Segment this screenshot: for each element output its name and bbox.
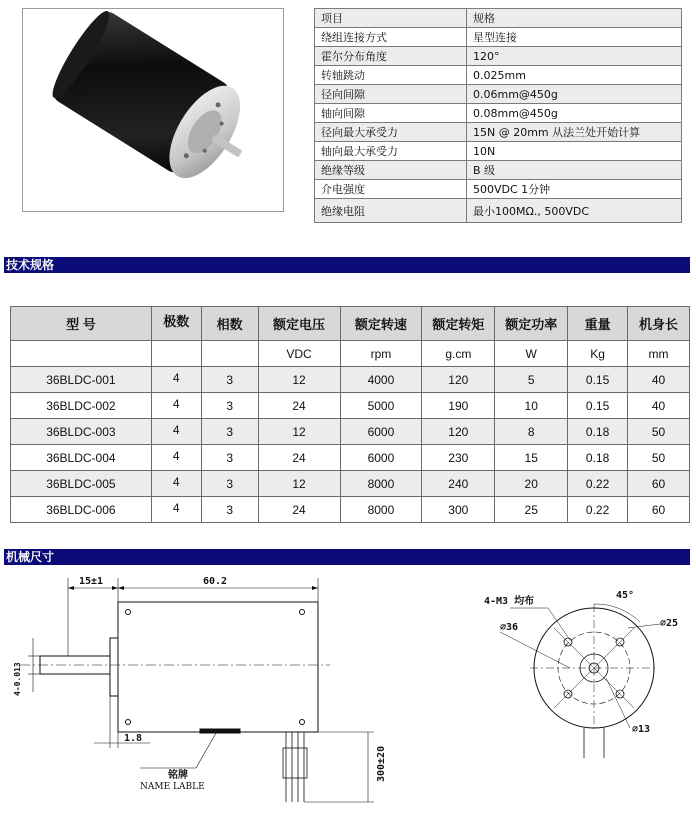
property-key: 转轴跳动 [315, 66, 467, 85]
property-value: 120° [467, 47, 682, 66]
spec-cell-phases: 3 [201, 419, 258, 445]
spec-cell-torque: 240 [422, 471, 495, 497]
spec-cell-phases: 3 [201, 367, 258, 393]
section-bar-mechanical: 机械尺寸 [4, 549, 690, 565]
spec-cell-voltage: 24 [258, 497, 340, 523]
spec-cell-length: 40 [628, 393, 690, 419]
property-key: 轴向最大承受力 [315, 142, 467, 161]
spec-cell-speed: 8000 [340, 497, 422, 523]
spec-unit: VDC [258, 341, 340, 367]
nameplate-label-en: NAME LABLE [140, 782, 205, 792]
spec-cell-speed: 6000 [340, 419, 422, 445]
spec-cell-length: 60 [628, 497, 690, 523]
spec-table [10, 306, 690, 523]
dim-lead-length: 300±20 [376, 745, 387, 782]
spec-cell-model: 36BLDC-004 [11, 445, 152, 471]
spec-unit [201, 341, 258, 367]
property-key: 径向间隙 [315, 85, 467, 104]
spec-cell-poles: 4 [151, 367, 201, 393]
spec-header-torque: 额定转矩 [422, 307, 495, 341]
spec-row [11, 471, 690, 497]
properties-row [315, 66, 682, 85]
property-key: 霍尔分布角度 [315, 47, 467, 66]
spec-cell-model: 36BLDC-003 [11, 419, 152, 445]
spec-cell-torque: 120 [422, 367, 495, 393]
dim-diameter-13: ⌀13 [632, 724, 651, 735]
spec-cell-length: 40 [628, 367, 690, 393]
spec-cell-model: 36BLDC-002 [11, 393, 152, 419]
spec-row [11, 497, 690, 523]
spec-unit: Kg [568, 341, 628, 367]
spec-cell-speed: 8000 [340, 471, 422, 497]
property-key: 轴向间隙 [315, 104, 467, 123]
spec-header-power: 额定功率 [495, 307, 568, 341]
dim-angle: 45° [616, 590, 635, 601]
properties-row [315, 161, 682, 180]
spec-cell-torque: 190 [422, 393, 495, 419]
spec-cell-voltage: 24 [258, 393, 340, 419]
nameplate-label-cn: 铭牌 [168, 770, 188, 781]
spec-header-length: 机身长 [628, 307, 690, 341]
dim-body-length: 60.2 [203, 576, 228, 587]
spec-cell-phases: 3 [201, 445, 258, 471]
spec-header-row [11, 307, 690, 341]
motor-photo [22, 8, 284, 212]
spec-cell-weight: 0.22 [568, 471, 628, 497]
spec-cell-phases: 3 [201, 497, 258, 523]
spec-cell-power: 25 [495, 497, 568, 523]
spec-cell-weight: 0.22 [568, 497, 628, 523]
spec-cell-voltage: 12 [258, 419, 340, 445]
spec-cell-voltage: 12 [258, 471, 340, 497]
spec-cell-power: 5 [495, 367, 568, 393]
spec-cell-weight: 0.15 [568, 393, 628, 419]
spec-cell-voltage: 24 [258, 445, 340, 471]
spec-row [11, 367, 690, 393]
spec-cell-model: 36BLDC-006 [11, 497, 152, 523]
property-value: 15N @ 20mm 从法兰处开始计算 [467, 123, 682, 142]
spec-cell-poles: 4 [151, 471, 201, 497]
spec-cell-speed: 6000 [340, 445, 422, 471]
dim-flange-thickness: 1.8 [124, 733, 143, 744]
spec-cell-poles: 4 [151, 419, 201, 445]
properties-row [315, 123, 682, 142]
spec-cell-power: 15 [495, 445, 568, 471]
spec-cell-length: 50 [628, 419, 690, 445]
properties-row [315, 142, 682, 161]
property-value: 0.06mm@450g [467, 85, 682, 104]
properties-header-row [315, 9, 682, 28]
properties-table [314, 8, 682, 223]
property-value: 10N [467, 142, 682, 161]
spec-header-model: 型 号 [11, 307, 152, 341]
property-key: 介电强度 [315, 180, 467, 199]
properties-row [315, 85, 682, 104]
spec-row [11, 445, 690, 471]
spec-cell-model: 36BLDC-001 [11, 367, 152, 393]
dim-shaft-diameter: 4-0.013 [13, 662, 22, 696]
spec-header-speed: 额定转速 [340, 307, 422, 341]
motor-photo-image [23, 9, 283, 211]
properties-row [315, 199, 682, 223]
spec-units-row [11, 341, 690, 367]
mechanical-drawing [0, 568, 696, 821]
spec-cell-poles: 4 [151, 497, 201, 523]
spec-cell-torque: 120 [422, 419, 495, 445]
spec-cell-phases: 3 [201, 471, 258, 497]
screw-hole-spec: 4-M3 均布 [484, 596, 535, 607]
properties-row [315, 28, 682, 47]
spec-cell-poles: 4 [151, 393, 201, 419]
property-key: 绕组连接方式 [315, 28, 467, 47]
dim-diameter-36: ⌀36 [500, 622, 519, 633]
spec-cell-power: 10 [495, 393, 568, 419]
property-value: B 级 [467, 161, 682, 180]
dim-shaft-length: 15±1 [79, 576, 104, 587]
side-view [20, 578, 374, 802]
spec-header-voltage: 额定电压 [258, 307, 340, 341]
property-value: 0.08mm@450g [467, 104, 682, 123]
spec-row [11, 393, 690, 419]
spec-header-poles: 极数 [151, 307, 201, 341]
spec-cell-poles: 4 [151, 445, 201, 471]
dim-diameter-25: ⌀25 [660, 618, 679, 629]
spec-unit [151, 341, 201, 367]
spec-unit: W [495, 341, 568, 367]
spec-cell-power: 8 [495, 419, 568, 445]
spec-header-weight: 重量 [568, 307, 628, 341]
properties-header-item: 项目 [315, 9, 467, 28]
property-value: 500VDC 1分钟 [467, 180, 682, 199]
properties-header-spec: 规格 [467, 9, 682, 28]
property-value: 0.025mm [467, 66, 682, 85]
spec-cell-weight: 0.15 [568, 367, 628, 393]
spec-cell-speed: 4000 [340, 367, 422, 393]
properties-row [315, 180, 682, 199]
spec-row [11, 419, 690, 445]
spec-cell-model: 36BLDC-005 [11, 471, 152, 497]
spec-header-phases: 相数 [201, 307, 258, 341]
spec-unit: mm [628, 341, 690, 367]
property-key: 绝缘电阻 [315, 199, 467, 223]
spec-cell-speed: 5000 [340, 393, 422, 419]
property-value: 最小100MΩ., 500VDC [467, 199, 682, 223]
spec-cell-phases: 3 [201, 393, 258, 419]
properties-row [315, 47, 682, 66]
spec-unit: g.cm [422, 341, 495, 367]
spec-unit: rpm [340, 341, 422, 367]
property-value: 星型连接 [467, 28, 682, 47]
spec-cell-power: 20 [495, 471, 568, 497]
spec-cell-torque: 230 [422, 445, 495, 471]
spec-unit [11, 341, 152, 367]
spec-cell-weight: 0.18 [568, 419, 628, 445]
spec-cell-voltage: 12 [258, 367, 340, 393]
spec-cell-weight: 0.18 [568, 445, 628, 471]
section-bar-tech-specs: 技术规格 [4, 257, 690, 273]
spec-cell-length: 60 [628, 471, 690, 497]
properties-row [315, 104, 682, 123]
property-key: 绝缘等级 [315, 161, 467, 180]
spec-cell-length: 50 [628, 445, 690, 471]
spec-cell-torque: 300 [422, 497, 495, 523]
property-key: 径向最大承受力 [315, 123, 467, 142]
